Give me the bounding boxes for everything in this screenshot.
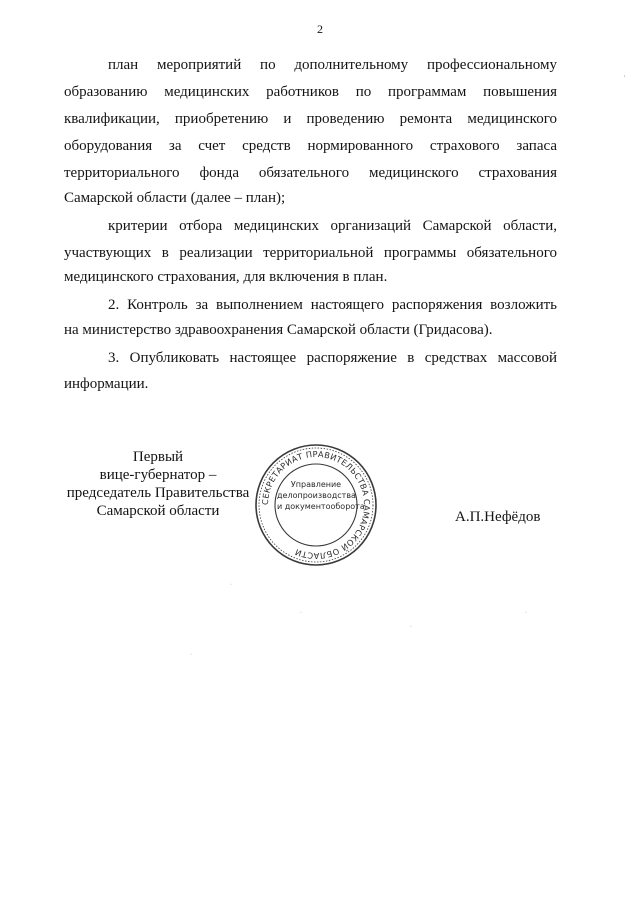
scan-mark: · — [230, 582, 232, 588]
body-line: квалификации, приобретению и проведению ремонта медицинского — [64, 111, 557, 127]
seal-ring-text: СЕКРЕТАРИАТ ПРАВИТЕЛЬСТВА САМАРСКОЙ ОБЛАСТИ — [259, 448, 373, 562]
body-line: оборудования за счет средств нормированного страхового запаса — [64, 138, 557, 154]
seal-center-line: Управление — [290, 480, 342, 489]
signatory-title-line: вице-губернатор – — [99, 467, 217, 483]
scan-mark: · — [190, 652, 192, 658]
body-line: образованию медицинских работников по программам повышения — [64, 84, 557, 100]
signatory-title-line: председатель Правительства — [66, 485, 250, 501]
page-number: 2 — [317, 22, 323, 36]
scan-mark: · — [300, 610, 302, 616]
signatory-title — [58, 448, 258, 520]
scan-mark: · — [410, 624, 412, 630]
scan-mark: · — [525, 610, 527, 616]
body-line: территориального фонда обязательного медицинского страхования — [64, 165, 557, 181]
signatory-title-line: Самарской области — [96, 503, 220, 519]
signatory-title-line: Первый — [132, 449, 184, 465]
seal-center-text — [277, 479, 365, 512]
scan-mark: , — [624, 72, 626, 78]
body-line: 2. Контроль за выполнением настоящего распоряжения возложить — [108, 297, 557, 313]
body-line: на министерство здравоохранения Самарской области (Гридасова). — [64, 322, 493, 338]
body-line: медицинского страхования, для включения в план. — [64, 269, 388, 285]
body-line: Самарской области (далее – план); — [64, 190, 286, 206]
official-seal — [253, 442, 379, 568]
body-line: участвующих в реализации территориальной программы обязательного — [64, 245, 557, 261]
seal-center-line: и документооборота — [277, 502, 365, 511]
seal-center-line: делопроизводства — [277, 491, 356, 500]
body-line: критерии отбора медицинских организаций Самарской области, — [108, 218, 557, 234]
body-line: информации. — [64, 376, 149, 392]
signatory-name: А.П.Нефёдов — [455, 509, 541, 525]
body-line: 3. Опубликовать настоящее распоряжение в средствах массовой — [108, 350, 557, 366]
body-line: план мероприятий по дополнительному профессиональному — [108, 57, 557, 73]
